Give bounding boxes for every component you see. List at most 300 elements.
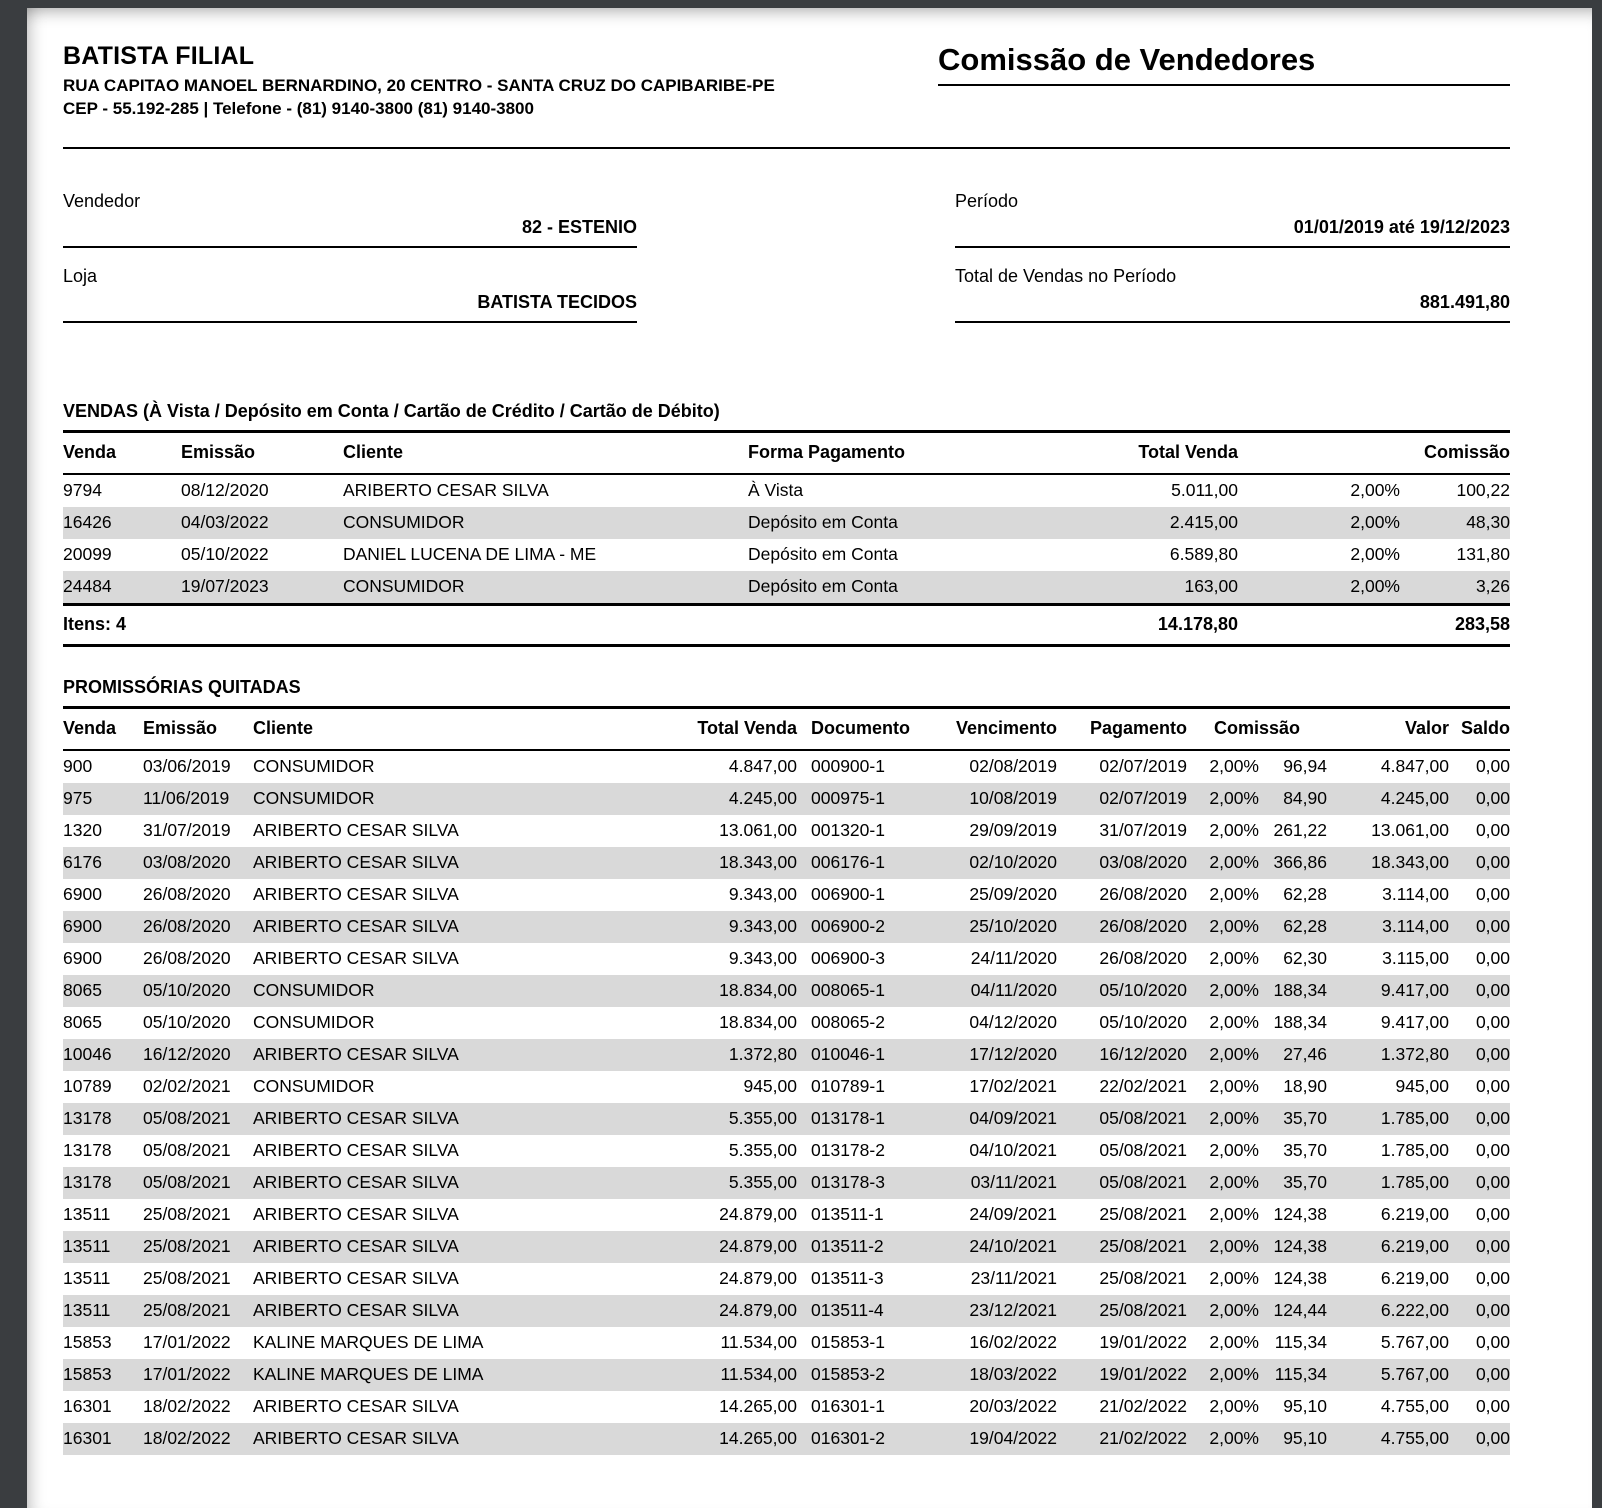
table-cell: 124,38 <box>1273 1235 1327 1256</box>
report-header <box>63 42 1510 149</box>
table-cell: 9.417,00 <box>1380 979 1449 1000</box>
vendas-table-header <box>63 431 1510 474</box>
table-cell: 31/07/2019 <box>143 819 231 840</box>
table-cell: 000900-1 <box>811 755 885 776</box>
table-cell: 05/08/2021 <box>143 1171 231 1192</box>
table-cell: 2,00% <box>1209 1011 1259 1032</box>
table-cell: 95,10 <box>1283 1395 1327 1416</box>
table-row <box>63 1167 1510 1199</box>
total-comissao-sum: 283,58 <box>1454 613 1510 634</box>
table-cell: 6900 <box>63 883 102 904</box>
table-cell: 13.061,00 <box>1371 819 1449 840</box>
table-cell: 08/12/2020 <box>181 479 269 500</box>
table-cell: 24.879,00 <box>719 1299 797 1320</box>
table-cell: 23/11/2021 <box>970 1267 1057 1288</box>
vendas-table <box>63 430 1510 647</box>
table-cell: 18/02/2022 <box>143 1427 231 1448</box>
table-cell: 0,00 <box>1475 1363 1510 1384</box>
table-row <box>63 1295 1510 1327</box>
table-cell: 2,00% <box>1209 1075 1259 1096</box>
table-row <box>63 750 1510 783</box>
table-row <box>63 1199 1510 1231</box>
table-cell: 05/08/2021 <box>1099 1139 1187 1160</box>
table-cell: 0,00 <box>1475 787 1510 808</box>
table-cell: 2,00% <box>1350 479 1400 500</box>
table-cell: 9.417,00 <box>1380 1011 1449 1032</box>
table-cell: 5.355,00 <box>728 1139 797 1160</box>
table-cell: 24/11/2020 <box>970 947 1057 968</box>
table-cell: 13511 <box>63 1267 111 1288</box>
table-cell: 16426 <box>63 511 112 532</box>
table-cell: 26/08/2020 <box>143 915 231 936</box>
table-row <box>63 571 1510 605</box>
table-cell: 9.343,00 <box>728 947 797 968</box>
table-cell: 05/10/2020 <box>1099 979 1187 1000</box>
table-cell: 02/02/2021 <box>143 1075 231 1096</box>
table-cell: 2,00% <box>1209 979 1259 1000</box>
table-cell: 15853 <box>63 1331 112 1352</box>
table-cell: 013511-4 <box>811 1299 884 1320</box>
table-cell: 13511 <box>63 1299 111 1320</box>
table-cell: ARIBERTO CESAR SILVA <box>253 1299 459 1320</box>
table-cell: 20099 <box>63 543 112 564</box>
table-cell: 05/10/2020 <box>143 1011 231 1032</box>
table-cell: 13511 <box>63 1203 111 1224</box>
company-address-line1: RUA CAPITAO MANOEL BERNARDINO, 20 CENTRO - SANTA CRUZ DO CAPIBARIBE-PE <box>63 76 775 95</box>
table-cell: ARIBERTO CESAR SILVA <box>253 1043 459 1064</box>
table-cell: 8065 <box>63 979 102 1000</box>
company-address-line2: CEP - 55.192-285 | Telefone - (81) 9140-3800 (81) 9140-3800 <box>63 98 534 118</box>
table-cell: 05/08/2021 <box>1099 1171 1187 1192</box>
table-cell: 2,00% <box>1209 755 1259 776</box>
table-cell: 25/08/2021 <box>143 1235 231 1256</box>
table-cell: 4.755,00 <box>1380 1395 1449 1416</box>
table-cell: 5.767,00 <box>1380 1363 1449 1384</box>
table-cell: 0,00 <box>1475 979 1510 1000</box>
table-cell: 05/08/2021 <box>143 1107 231 1128</box>
table-cell: 188,34 <box>1273 1011 1327 1032</box>
table-cell: CONSUMIDOR <box>343 511 465 532</box>
table-cell: 02/08/2019 <box>969 755 1057 776</box>
table-cell: 1.372,80 <box>1380 1043 1449 1064</box>
col-pagamento: Pagamento <box>1089 717 1187 738</box>
table-cell: ARIBERTO CESAR SILVA <box>253 1171 459 1192</box>
field-vendedor <box>63 191 637 248</box>
table-cell: 2,00% <box>1209 1235 1259 1256</box>
table-cell: 016301-2 <box>811 1427 885 1448</box>
table-cell: 2,00% <box>1209 1427 1259 1448</box>
table-cell: 015853-2 <box>811 1363 885 1384</box>
table-cell: 0,00 <box>1475 1331 1510 1352</box>
table-row <box>63 879 1510 911</box>
fields-left-column <box>63 191 637 341</box>
total-venda-sum: 14.178,80 <box>1157 613 1238 634</box>
report-title: Comissão de Vendedores <box>938 42 1510 86</box>
table-cell: 6900 <box>63 947 102 968</box>
table-cell: 25/08/2021 <box>143 1299 231 1320</box>
table-row <box>63 1071 1510 1103</box>
table-cell: 18.343,00 <box>719 851 797 872</box>
table-cell: 124,44 <box>1273 1299 1327 1320</box>
table-row <box>63 539 1510 571</box>
table-cell: 04/12/2020 <box>969 1011 1057 1032</box>
table-cell: 2,00% <box>1209 1203 1259 1224</box>
table-row <box>63 1359 1510 1391</box>
table-cell: 100,22 <box>1456 479 1510 500</box>
table-cell: 945,00 <box>1395 1075 1449 1096</box>
table-cell: 18.834,00 <box>719 979 797 1000</box>
table-cell: 11.534,00 <box>720 1363 797 1384</box>
table-cell: 261,22 <box>1273 819 1327 840</box>
table-cell: 006176-1 <box>811 851 885 872</box>
spacer-cell <box>1238 604 1400 645</box>
table-cell: 0,00 <box>1475 915 1510 936</box>
header-row <box>63 707 1510 750</box>
table-cell: KALINE MARQUES DE LIMA <box>253 1331 484 1352</box>
table-cell: 4.245,00 <box>728 787 797 808</box>
table-row <box>63 1327 1510 1359</box>
table-cell: 2,00% <box>1209 1299 1259 1320</box>
table-cell: 2,00% <box>1209 1043 1259 1064</box>
table-cell: ARIBERTO CESAR SILVA <box>253 851 459 872</box>
table-cell: 25/08/2021 <box>1099 1203 1187 1224</box>
table-cell: 19/01/2022 <box>1099 1331 1187 1352</box>
table-cell: 0,00 <box>1475 1107 1510 1128</box>
vendas-section <box>63 401 1510 647</box>
table-cell: 0,00 <box>1475 1139 1510 1160</box>
col-valor: Valor <box>1404 717 1449 738</box>
table-cell: 013178-2 <box>811 1139 885 1160</box>
table-cell: 22/02/2021 <box>1099 1075 1187 1096</box>
table-cell: 25/08/2021 <box>143 1203 231 1224</box>
table-row <box>63 1231 1510 1263</box>
table-cell: 4.847,00 <box>1380 755 1449 776</box>
col-cliente: Cliente <box>253 717 314 738</box>
table-cell: 29/09/2019 <box>969 819 1057 840</box>
table-cell: 131,80 <box>1456 543 1510 564</box>
table-cell: 21/02/2022 <box>1099 1427 1187 1448</box>
col-comissao: Comissão <box>1213 717 1301 738</box>
table-cell: 2,00% <box>1209 787 1259 808</box>
table-row <box>63 1039 1510 1071</box>
table-cell: 16/02/2022 <box>969 1331 1057 1352</box>
table-cell: 62,28 <box>1283 883 1327 904</box>
table-cell: 2,00% <box>1209 1363 1259 1384</box>
table-cell: 6.219,00 <box>1380 1203 1449 1224</box>
table-row <box>63 1103 1510 1135</box>
table-cell: 2,00% <box>1209 1267 1259 1288</box>
table-cell: 6.219,00 <box>1380 1235 1449 1256</box>
table-cell: 013511-3 <box>811 1267 884 1288</box>
table-cell: 010789-1 <box>811 1075 885 1096</box>
table-cell: 9.343,00 <box>728 915 797 936</box>
table-cell: 26/08/2020 <box>1099 947 1187 968</box>
table-cell: 11.534,00 <box>720 1331 797 1352</box>
table-cell: 5.355,00 <box>728 1107 797 1128</box>
table-cell: CONSUMIDOR <box>253 1075 375 1096</box>
table-cell: 2,00% <box>1209 947 1259 968</box>
table-cell: 006900-2 <box>811 915 885 936</box>
table-cell: 03/11/2021 <box>970 1171 1057 1192</box>
col-emissao: Emissão <box>181 441 256 462</box>
table-cell: 17/01/2022 <box>143 1363 231 1384</box>
field-total-vendas-label: Total de Vendas no Período <box>955 265 1177 286</box>
table-row <box>63 783 1510 815</box>
table-cell: 62,30 <box>1283 947 1327 968</box>
table-row <box>63 1135 1510 1167</box>
table-cell: ARIBERTO CESAR SILVA <box>253 1427 459 1448</box>
table-cell: 9794 <box>63 479 102 500</box>
table-cell: 1.785,00 <box>1380 1139 1449 1160</box>
report-title-block <box>938 42 1510 86</box>
table-cell: 35,70 <box>1283 1107 1327 1128</box>
table-cell: 24/09/2021 <box>969 1203 1057 1224</box>
promissorias-table <box>63 706 1510 1455</box>
table-cell: 006900-3 <box>811 947 885 968</box>
field-vendedor-label: Vendedor <box>63 190 141 211</box>
promissorias-section-title: PROMISSÓRIAS QUITADAS <box>63 676 301 697</box>
table-cell: 9.343,00 <box>728 883 797 904</box>
table-row <box>63 975 1510 1007</box>
table-cell: 21/02/2022 <box>1099 1395 1187 1416</box>
col-total-venda: Total Venda <box>697 717 797 738</box>
table-cell: 115,34 <box>1274 1331 1327 1352</box>
col-forma-pagamento: Forma Pagamento <box>748 441 906 462</box>
table-cell: 19/07/2023 <box>181 575 269 596</box>
table-cell: 0,00 <box>1475 883 1510 904</box>
table-cell: 26/08/2020 <box>143 883 231 904</box>
table-row <box>63 911 1510 943</box>
table-cell: 2,00% <box>1209 1139 1259 1160</box>
table-cell: 04/09/2021 <box>969 1107 1057 1128</box>
promissorias-table-header <box>63 707 1510 750</box>
table-cell: 0,00 <box>1475 1427 1510 1448</box>
table-row <box>63 1423 1510 1455</box>
table-cell: 17/12/2020 <box>969 1043 1057 1064</box>
table-cell: 25/08/2021 <box>143 1267 231 1288</box>
table-cell: 25/10/2020 <box>969 915 1057 936</box>
table-cell: 25/09/2020 <box>969 883 1057 904</box>
table-cell: 17/02/2021 <box>969 1075 1057 1096</box>
table-cell: 27,46 <box>1283 1043 1327 1064</box>
field-total-vendas <box>955 266 1510 323</box>
table-cell: 0,00 <box>1475 1235 1510 1256</box>
table-cell: 05/10/2020 <box>1099 1011 1187 1032</box>
table-cell: 02/07/2019 <box>1099 787 1187 808</box>
table-cell: 05/08/2021 <box>143 1139 231 1160</box>
field-periodo-value: 01/01/2019 até 19/12/2023 <box>1293 216 1510 237</box>
field-loja-label: Loja <box>63 265 98 286</box>
table-cell: 14.265,00 <box>719 1427 797 1448</box>
totals-row <box>63 604 1510 645</box>
vendas-section-title: VENDAS (À Vista / Depósito em Conta / Cartão de Crédito / Cartão de Débito) <box>63 400 720 421</box>
table-cell: 24484 <box>63 575 112 596</box>
table-cell: 163,00 <box>1184 575 1238 596</box>
table-cell: ARIBERTO CESAR SILVA <box>253 1203 459 1224</box>
table-cell: 2,00% <box>1209 1331 1259 1352</box>
col-emissao: Emissão <box>143 717 218 738</box>
table-cell: 03/06/2019 <box>143 755 231 776</box>
table-cell: 015853-1 <box>811 1331 885 1352</box>
table-cell: 4.755,00 <box>1380 1427 1449 1448</box>
table-cell: CONSUMIDOR <box>253 787 375 808</box>
table-cell: 48,30 <box>1466 511 1510 532</box>
table-cell: KALINE MARQUES DE LIMA <box>253 1363 484 1384</box>
field-loja-value: BATISTA TECIDOS <box>477 291 637 312</box>
table-cell: 0,00 <box>1475 1299 1510 1320</box>
table-cell: 15853 <box>63 1363 112 1384</box>
table-cell: 013511-2 <box>811 1235 884 1256</box>
items-count: Itens: 4 <box>63 613 127 634</box>
table-cell: 1.372,80 <box>728 1043 797 1064</box>
table-cell: 13.061,00 <box>719 819 797 840</box>
table-cell: 8065 <box>63 1011 102 1032</box>
table-cell: 18,90 <box>1283 1075 1327 1096</box>
table-cell: 16/12/2020 <box>143 1043 231 1064</box>
table-cell: ARIBERTO CESAR SILVA <box>253 1395 459 1416</box>
table-cell: 2,00% <box>1209 1107 1259 1128</box>
table-cell: 188,34 <box>1273 979 1327 1000</box>
table-cell: 2,00% <box>1350 575 1400 596</box>
table-cell: 2,00% <box>1209 1395 1259 1416</box>
table-cell: 006900-1 <box>811 883 885 904</box>
table-cell: 2,00% <box>1209 883 1259 904</box>
table-cell: 2,00% <box>1209 851 1259 872</box>
col-cliente: Cliente <box>343 441 404 462</box>
table-cell: 05/08/2021 <box>1099 1107 1187 1128</box>
table-cell: 13178 <box>63 1107 112 1128</box>
table-cell: ARIBERTO CESAR SILVA <box>253 819 459 840</box>
table-cell: 124,38 <box>1273 1267 1327 1288</box>
company-name: BATISTA FILIAL <box>63 42 255 70</box>
table-cell: 10789 <box>63 1075 112 1096</box>
table-cell: 20/03/2022 <box>969 1395 1057 1416</box>
table-cell: 17/01/2022 <box>143 1331 231 1352</box>
table-cell: 6.219,00 <box>1380 1267 1449 1288</box>
table-cell: 13511 <box>63 1235 111 1256</box>
header-row <box>63 431 1510 474</box>
table-cell: 1.785,00 <box>1380 1107 1449 1128</box>
table-cell: 0,00 <box>1475 1171 1510 1192</box>
table-cell: DANIEL LUCENA DE LIMA - ME <box>343 543 597 564</box>
table-cell: 13178 <box>63 1171 112 1192</box>
table-cell: 10046 <box>63 1043 112 1064</box>
table-cell: 24.879,00 <box>719 1235 797 1256</box>
table-cell: 96,94 <box>1283 755 1327 776</box>
col-comissao: Comissão <box>1423 441 1510 462</box>
table-cell: 0,00 <box>1475 1043 1510 1064</box>
field-periodo <box>955 191 1510 248</box>
table-cell: 3.115,00 <box>1382 947 1449 968</box>
table-cell: 16301 <box>63 1427 112 1448</box>
table-cell: 2,00% <box>1209 1171 1259 1192</box>
table-cell: 05/10/2022 <box>181 543 269 564</box>
col-saldo: Saldo <box>1460 717 1510 738</box>
promissorias-section <box>63 677 1510 1455</box>
company-block <box>63 42 775 121</box>
table-cell: 18/02/2022 <box>143 1395 231 1416</box>
table-cell: 975 <box>63 787 93 808</box>
table-cell: 1320 <box>63 819 102 840</box>
col-documento: Documento <box>811 717 910 738</box>
table-cell: 3.114,00 <box>1382 915 1449 936</box>
table-cell: 5.767,00 <box>1380 1331 1449 1352</box>
table-cell: 008065-2 <box>811 1011 885 1032</box>
field-vendedor-value: 82 - ESTENIO <box>521 216 637 237</box>
table-cell: 4.245,00 <box>1380 787 1449 808</box>
table-row <box>63 1263 1510 1295</box>
table-cell: 366,86 <box>1273 851 1327 872</box>
table-cell: 2,00% <box>1209 819 1259 840</box>
table-cell: ARIBERTO CESAR SILVA <box>253 1235 459 1256</box>
table-cell: 2,00% <box>1209 915 1259 936</box>
table-row <box>63 1007 1510 1039</box>
table-cell: ARIBERTO CESAR SILVA <box>253 947 459 968</box>
table-cell: 11/06/2019 <box>143 787 230 808</box>
table-cell: 3.114,00 <box>1382 883 1449 904</box>
table-row <box>63 815 1510 847</box>
table-cell: 6176 <box>63 851 102 872</box>
table-cell: CONSUMIDOR <box>253 1011 375 1032</box>
vendas-table-footer <box>63 604 1510 645</box>
table-cell: 04/11/2020 <box>970 979 1057 1000</box>
table-cell: 26/08/2020 <box>1099 915 1187 936</box>
table-cell: 18.343,00 <box>1371 851 1449 872</box>
table-cell: 0,00 <box>1475 1267 1510 1288</box>
table-cell: 04/03/2022 <box>181 511 269 532</box>
table-cell: CONSUMIDOR <box>253 979 375 1000</box>
table-cell: 013178-1 <box>811 1107 885 1128</box>
table-cell: 10/08/2019 <box>969 787 1057 808</box>
table-cell: Depósito em Conta <box>748 575 898 596</box>
table-cell: 016301-1 <box>811 1395 885 1416</box>
company-address <box>63 75 775 121</box>
table-cell: 3,26 <box>1475 575 1510 596</box>
table-cell: 0,00 <box>1475 819 1510 840</box>
table-cell: Depósito em Conta <box>748 543 898 564</box>
table-cell: Depósito em Conta <box>748 511 898 532</box>
table-cell: 900 <box>63 755 93 776</box>
table-cell: 02/10/2020 <box>969 851 1057 872</box>
table-cell: 6.589,80 <box>1169 543 1238 564</box>
table-cell: 6900 <box>63 915 102 936</box>
table-cell: 24.879,00 <box>719 1267 797 1288</box>
table-cell: 35,70 <box>1283 1171 1327 1192</box>
table-cell: CONSUMIDOR <box>343 575 465 596</box>
table-cell: 6.222,00 <box>1380 1299 1449 1320</box>
table-cell: 14.265,00 <box>719 1395 797 1416</box>
table-cell: 013511-1 <box>811 1203 884 1224</box>
table-row <box>63 847 1510 879</box>
table-cell: ARIBERTO CESAR SILVA <box>253 1139 459 1160</box>
table-cell: 0,00 <box>1475 1395 1510 1416</box>
table-cell: 05/10/2020 <box>143 979 231 1000</box>
table-cell: 5.011,00 <box>1171 479 1238 500</box>
table-cell: 31/07/2019 <box>1099 819 1187 840</box>
table-cell: ARIBERTO CESAR SILVA <box>253 1267 459 1288</box>
table-cell: 945,00 <box>743 1075 797 1096</box>
table-cell: 26/08/2020 <box>143 947 231 968</box>
table-cell: 000975-1 <box>811 787 885 808</box>
table-cell: 02/07/2019 <box>1099 755 1187 776</box>
table-cell: 0,00 <box>1475 1075 1510 1096</box>
table-cell: ARIBERTO CESAR SILVA <box>343 479 549 500</box>
table-cell: 0,00 <box>1475 1203 1510 1224</box>
table-row <box>63 943 1510 975</box>
table-cell: 24.879,00 <box>719 1203 797 1224</box>
table-cell: 124,38 <box>1273 1203 1327 1224</box>
table-cell: ARIBERTO CESAR SILVA <box>253 883 459 904</box>
